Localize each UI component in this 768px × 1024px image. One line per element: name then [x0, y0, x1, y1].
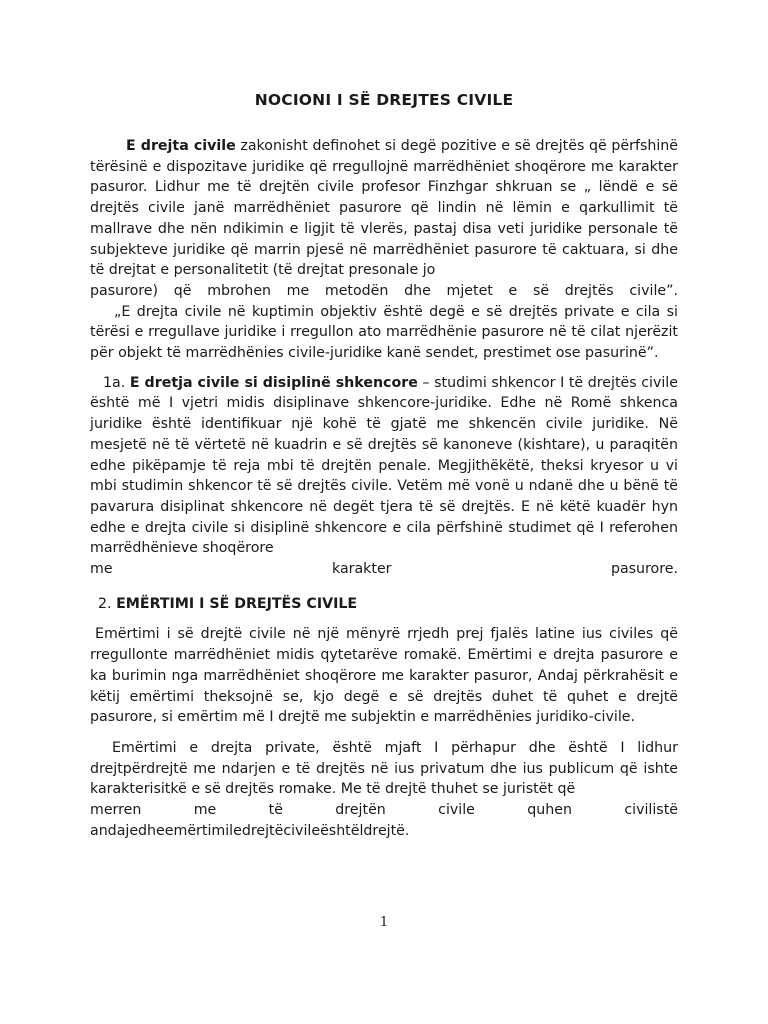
paragraph-scientific-discipline: [90, 373, 678, 559]
paragraph-definition-end: [90, 281, 678, 302]
private-law-text: Emërtimi e drejta private, është mjaft I përhapur dhe është I lidhur drejtpërdrejtë me ndarjen e të drejtës në ius privatum dhe ius publicum që ishte karakterisitkë e së drejtës romake. Me të drejtë thuhet se juristët që: [90, 739, 678, 798]
private-law-text-line: merren me të drejtën civile quhen civilistë: [90, 802, 678, 819]
section-heading-text: EMËRTIMI I SË DREJTËS CIVILE: [116, 595, 358, 612]
section-number: 1a.: [103, 374, 126, 391]
paragraph-private-law-end: [90, 821, 678, 842]
document-page: [90, 0, 678, 842]
section-number: 2.: [98, 595, 112, 612]
discipline-text: studimi shkencor I të drejtës civile është më I vjetri midis disiplinave shkencore-juridike. Edhe në Romë shkenca juridike është identifikuar një kohë të gjatë me shkencën civile juridike. Në mesjetë në të vërtetë në kuadrin e së drejtës së kanoneve (kishtare), u paraqitën edhe pikëpamje të reja mbi të drejtën penale. Megjithëkëtë, theksi kryesor u vi mbi studimin shkencor të së drejtës civile. Vetëm më vonë u ndanë dhe u bënë të pavarura disiplinat shkencore në degët tjera të së drejtës. E në këtë kuadër hyn edhe e drejta civile si disiplinë shkencore e cila përfshinë studimet që I referohen marrëdhënieve shoqërore: [90, 374, 678, 557]
paragraph-private-law: [90, 738, 678, 800]
document-title: NOCIONI I SË DREJTES CIVILE: [254, 91, 514, 109]
section-heading: E dretja civile si disiplinë shkencore: [129, 374, 418, 391]
paragraph-naming: Emërtimi i së drejtë civile në një mënyrë rrjedh prej fjalës latine ius civiles që rregullonte marrëdhëniet midis qytetarëve romakë. Emërtimi e drejta pasurore e ka burimin nga marrëdhëniet shoqërore me karakter pasuror, Andaj përkrahësit e këtij emërtimi theksojnë se, kjo degë e së drejtës duhet të quhet e drejtë pasurore, si emërtim më I drejtë me subjektin e marrëdhënies juridiko-civile.: [90, 626, 678, 726]
paragraph-definition: [90, 136, 678, 281]
definition-text: zakonisht definohet si degë pozitive e së drejtës që përfshinë tërësinë e dispozitave juridike që rregullojnë marrëdhëniet shoqërore me karakter pasuror. Lidhur me të drejtën civile profesor Finzhgar shkruan se „ lëndë e së drejtës civile janë marrëdhëniet pasurore që lindin në lëmin e qarkullimit të mallrave dhe nën ndikimin e ligjit të vlerës, pastaj disa veti juridike personale të subjekteve juridike që marrin pjesë në marrëdhëniet pasurore të caktuara, si dhe të drejtat e personalitetit (të drejtat presonale jo: [90, 138, 678, 279]
paragraph-objective-definition: „E drejta civile në kuptimin objektiv është degë e së drejtës private e cila si tërësi e rregullave juridike i rregullon ato marrëdhënie pasurore në të cilat njerëzit për objekt të marrëdhënies civile-juridike kanë sendet, prestimet ose pasurinë”.: [90, 303, 678, 362]
definition-text-end: pasurore) që mbrohen me metodën dhe mjetet e së drejtës civile”.: [90, 282, 678, 299]
definition-lead-term: E drejta civile: [126, 138, 236, 154]
paragraph-private-law-line: [90, 800, 678, 821]
discipline-text-end: me karakter pasurore.: [90, 561, 678, 578]
paragraph-scientific-discipline-end: [90, 559, 678, 580]
section-heading-naming: [90, 594, 678, 615]
private-law-text-end: andajedheemërtimiledrejtëcivileështëldrejtë.: [90, 822, 410, 839]
heading-dash: –: [417, 374, 435, 391]
page-number: 1: [379, 915, 389, 930]
